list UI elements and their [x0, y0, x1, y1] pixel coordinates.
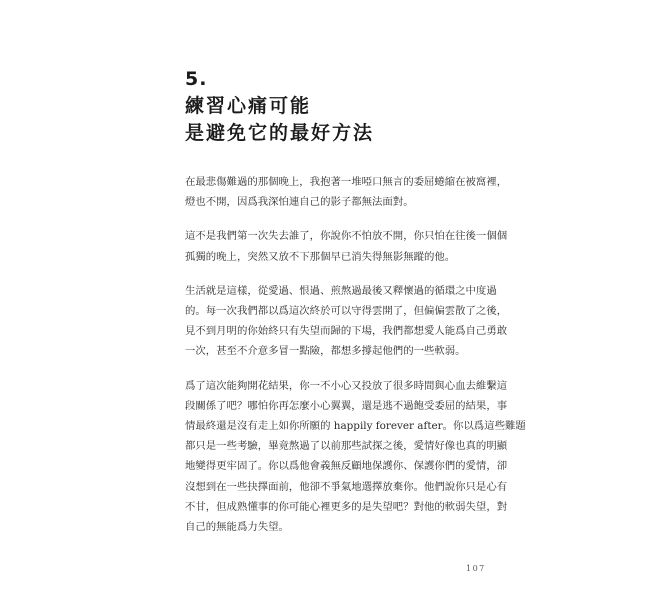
text-line: 生活就是這樣，從愛過、恨過、煎熬過最後又釋懷過的循環之中度過 — [185, 284, 497, 297]
text-line: 這不是我們第一次失去誰了，你說你不怕放不開，你只怕在往後一個個 — [185, 230, 508, 243]
text-line: 爲了這次能夠開花結果，你一不小心又投放了很多時間與心血去維繫這 — [185, 379, 508, 392]
page-number: 107 — [466, 564, 486, 573]
paragraph — [185, 226, 508, 266]
text-line: 自己的無能爲力失望。 — [185, 521, 289, 534]
chapter-title-line: 練習心痛可能 — [185, 95, 312, 117]
chapter-title-line: 是避免它的最好方法 — [185, 122, 375, 144]
text-line: 孤獨的晚上，突然又放不下那個早已消失得無影無蹤的他。 — [185, 250, 456, 263]
text-line: 沒想到在一些抉擇面前，他卻不爭氣地選擇放棄你。他們說你只是心有 — [185, 480, 508, 493]
text-line: 在最悲傷難過的那個晚上，我抱著一堆啞口無言的委屈蜷縮在被窩裡， — [185, 176, 508, 188]
text-line: 地變得更牢固了。你以爲他會義無反顧地保護你、保護你們的愛情，卻 — [185, 460, 508, 473]
text-line: 段關係了吧？哪怕你再怎麼小心翼翼，還是逃不過飽受委屈的結果，事 — [185, 399, 508, 412]
text-line: 情最終還是沒有走上如你所願的 happily forever after。你以爲這些難題 — [185, 420, 526, 433]
paragraph — [185, 172, 508, 212]
chapter-number: 5. — [185, 68, 208, 90]
body-text — [185, 172, 526, 551]
text-line: 的。每一次我們都以爲這次終於可以守得雲開了，但偏偏雲散了之後， — [185, 305, 508, 318]
text-line: 見不到月明的你始終只有失望而歸的下場，我們都想愛人能爲自己勇敢 — [185, 325, 508, 338]
chapter-title — [185, 93, 374, 147]
text-line: 都只是一些考驗，畢竟熬過了以前那些試探之後，愛情好像也真的明顯 — [185, 440, 508, 453]
paragraph — [185, 281, 508, 362]
text-line: 燈也不開，因爲我深怕連自己的影子都無法面對。 — [185, 196, 414, 209]
text-line: 不甘，但成熟懂事的你可能心裡更多的是失望吧？對他的軟弱失望，對 — [185, 500, 508, 513]
paragraph — [185, 376, 526, 538]
text-line: 一次，甚至不介意多冒一點險，都想多撐起他們的一些軟弱。 — [185, 345, 466, 358]
